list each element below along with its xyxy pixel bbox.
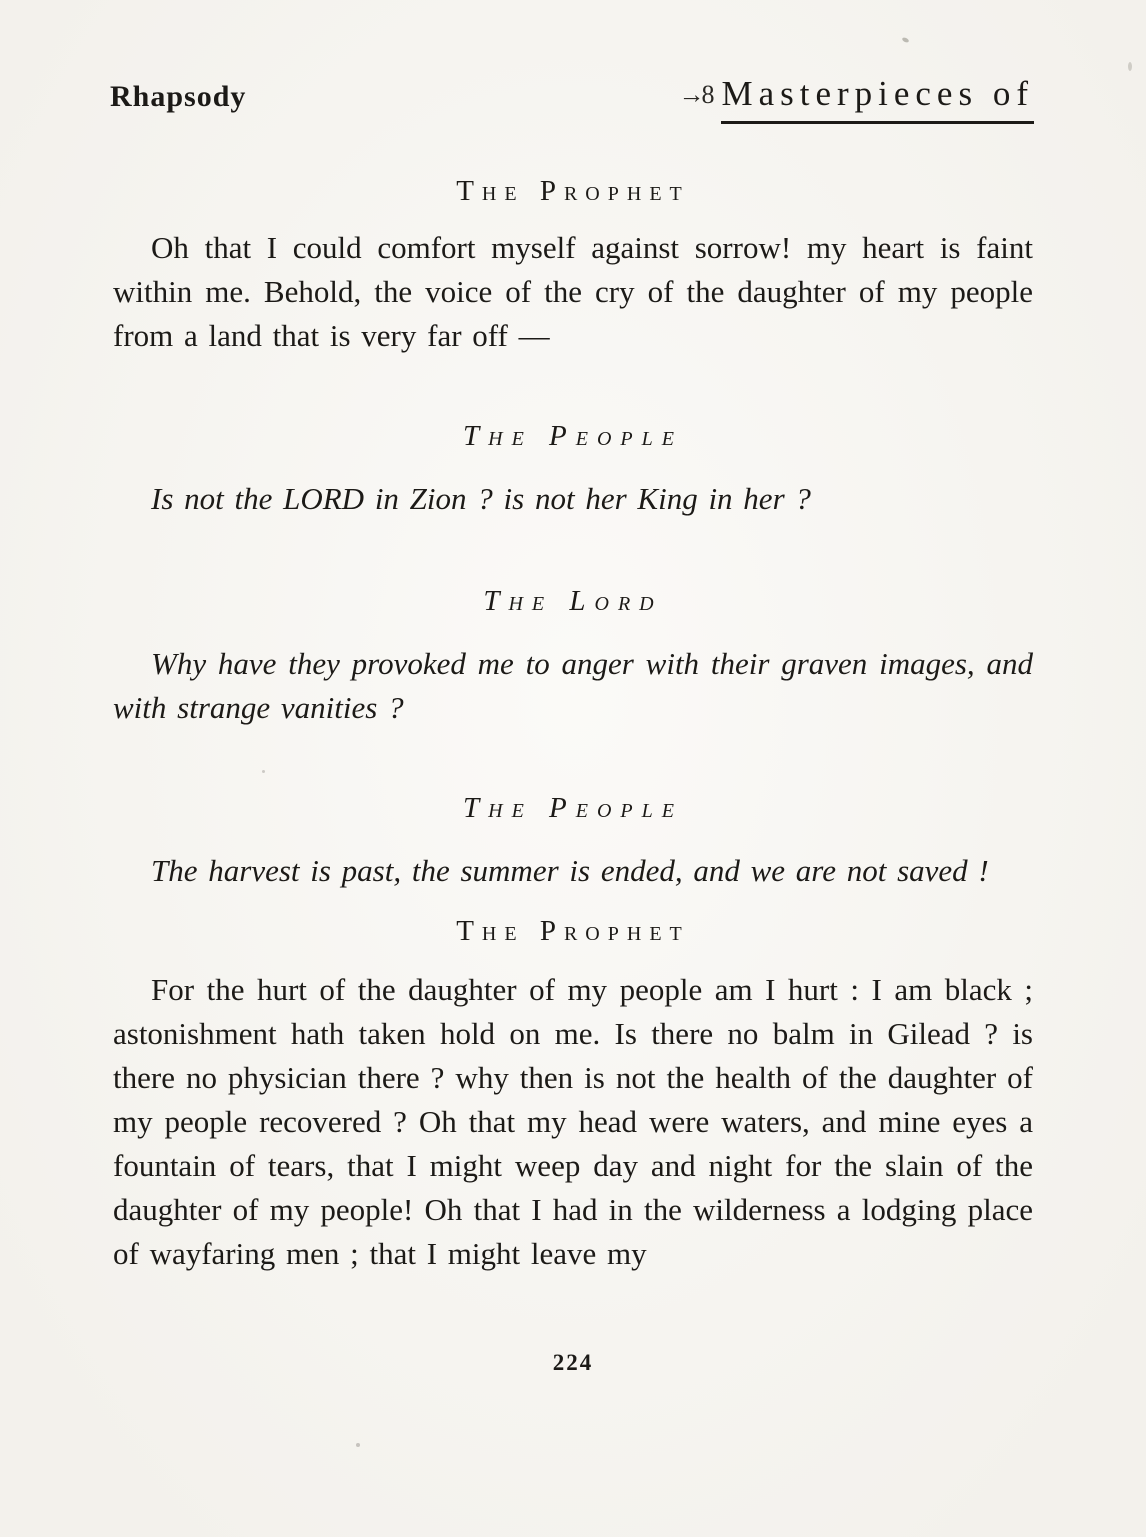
running-header-right bbox=[678, 74, 1034, 124]
section-heading: The Lord bbox=[483, 585, 663, 617]
text-column bbox=[113, 175, 1033, 1276]
running-header bbox=[110, 74, 1034, 124]
section-people-1 bbox=[113, 420, 1033, 521]
section-paragraph: Why have they provoked me to anger with their graven images, and with strange vanities ? bbox=[113, 646, 1033, 725]
running-header-left: Rhapsody bbox=[110, 80, 247, 113]
section-prophet-2 bbox=[113, 915, 1033, 1276]
section-heading: The Prophet bbox=[456, 915, 690, 947]
running-header-title: Masterpieces of bbox=[721, 74, 1034, 124]
scan-speck bbox=[356, 1443, 360, 1447]
section-paragraph: The harvest is past, the summer is ended, and we are not saved ! bbox=[151, 853, 989, 888]
section-people-2 bbox=[113, 792, 1033, 893]
page-number: 224 bbox=[552, 1350, 594, 1375]
section-paragraph: For the hurt of the daughter of my people am I hurt : I am black ; astonishment hath taken hold on me. Is there no balm in Gilead ? is there no physician there ? why then is not the health of the daughter of my people recovered ? Oh that my head were waters, and mine eyes a fountain of tears, that I might weep day and night for the slain of the daughter of my people! Oh that I had in the wilderness a lodging place of wayfaring men ; that I might leave my bbox=[113, 972, 1033, 1271]
section-lord bbox=[113, 585, 1033, 730]
section-heading: The People bbox=[463, 792, 683, 824]
section-heading: The Prophet bbox=[456, 175, 690, 207]
section-paragraph: Is not the LORD in Zion ? is not her King in her ? bbox=[151, 481, 811, 516]
scan-speck bbox=[901, 37, 909, 44]
section-paragraph: Oh that I could comfort myself against sorrow! my heart is faint within me. Behold, the voice of the cry of the daughter of my people from a land that is very far off — bbox=[113, 230, 1033, 353]
section-heading: The People bbox=[463, 420, 683, 452]
scan-speck bbox=[1128, 62, 1132, 71]
section-prophet-1 bbox=[113, 175, 1033, 358]
fleuron-icon: →8 bbox=[678, 80, 712, 109]
